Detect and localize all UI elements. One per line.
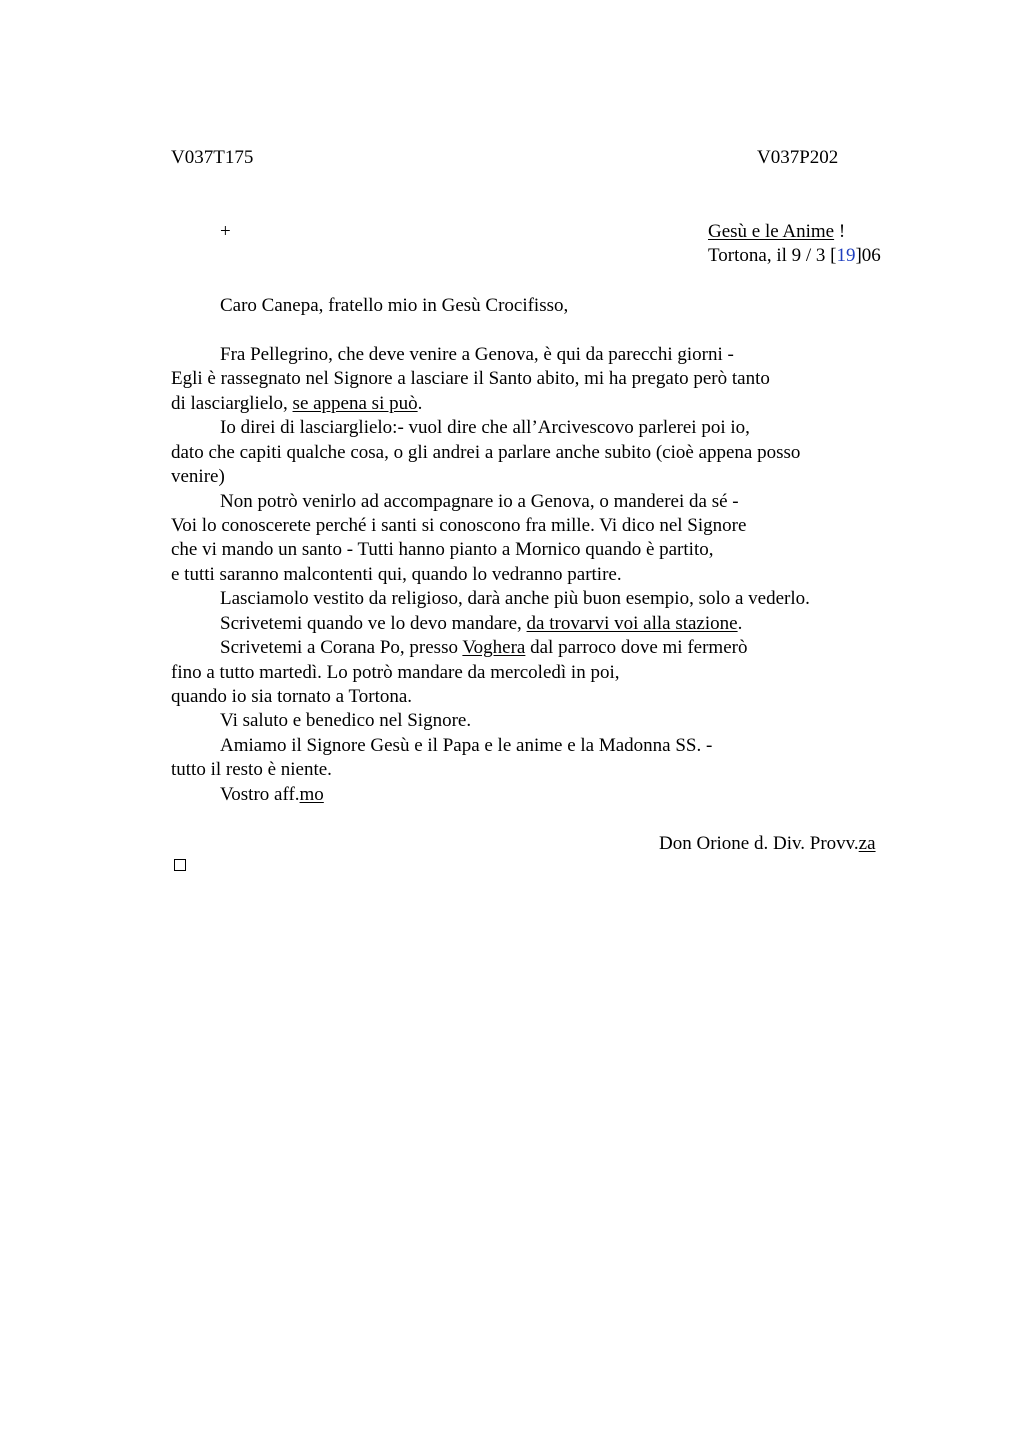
underlined-text: se appena si può — [292, 393, 418, 414]
body-line: Fra Pellegrino, che deve venire a Genova, è qui da parecchi giorni - — [220, 344, 734, 365]
body-line: quando io sia tornato a Tortona. — [171, 686, 413, 707]
body-line: Amiamo il Signore Gesù e il Papa e le anime e la Madonna SS. - — [220, 735, 713, 756]
date-line — [708, 244, 881, 268]
end-box-icon — [174, 859, 186, 871]
cross-mark: + — [220, 221, 231, 242]
date-bracket-number: 19 — [836, 245, 856, 266]
body-text: Scrivetemi a Corana Po, presso — [220, 637, 463, 658]
body-line — [220, 612, 742, 636]
body-line: Lasciamolo vestito da religioso, darà anche più buon esempio, solo a vederlo. — [220, 588, 810, 609]
body-text: dal parroco dove mi fermerò — [525, 637, 748, 658]
date-prefix: Tortona, il 9 / 3 [ — [708, 245, 837, 266]
body-line: Io direi di lasciarglielo:- vuol dire che all’Arcivescovo parlerei poi io, — [220, 417, 750, 438]
closing — [220, 783, 324, 807]
body-text: . — [417, 393, 423, 414]
signature-text: Don Orione d. Div. Provv. — [659, 833, 859, 854]
body-line: dato che capiti qualche cosa, o gli andrei a parlare anche subito (cioè appena posso — [171, 442, 801, 463]
motto — [708, 220, 845, 244]
body-line — [220, 636, 747, 660]
underlined-text: mo — [299, 784, 324, 805]
body-line: e tutti saranno malcontenti qui, quando lo vedranno partire. — [171, 564, 622, 585]
body-line: fino a tutto martedì. Lo potrò mandare da mercoledì in poi, — [171, 662, 620, 683]
document-code-right: V037P202 — [757, 147, 839, 168]
document-code-left: V037T175 — [171, 147, 254, 168]
body-line — [171, 392, 422, 416]
body-line: Voi lo conoscerete perché i santi si conoscono fra mille. Vi dico nel Signore — [171, 515, 747, 536]
underlined-text: da trovarvi voi alla stazione — [526, 613, 738, 634]
body-line: Non potrò venirlo ad accompagnare io a Genova, o manderei da sé - — [220, 491, 739, 512]
body-text: di lasciarglielo, — [171, 393, 293, 414]
body-line: Egli è rassegnato nel Signore a lasciare il Santo abito, mi ha pregato però tanto — [171, 368, 770, 389]
signature — [659, 832, 876, 856]
motto-text: Gesù e le Anime — [708, 221, 835, 242]
greeting: Caro Canepa, fratello mio in Gesù Crocifisso, — [220, 295, 569, 316]
date-suffix: ]06 — [855, 245, 881, 266]
body-line: venire) — [171, 466, 225, 487]
body-line: tutto il resto è niente. — [171, 759, 332, 780]
underlined-text: Voghera — [462, 637, 526, 658]
closing-text: Vostro aff. — [220, 784, 300, 805]
body-line: che vi mando un santo - Tutti hanno pianto a Mornico quando è partito, — [171, 539, 714, 560]
motto-exclamation: ! — [834, 221, 846, 242]
body-line: Vi saluto e benedico nel Signore. — [220, 710, 472, 731]
underlined-text: za — [858, 833, 876, 854]
body-text: . — [737, 613, 743, 634]
body-text: Scrivetemi quando ve lo devo mandare, — [220, 613, 527, 634]
